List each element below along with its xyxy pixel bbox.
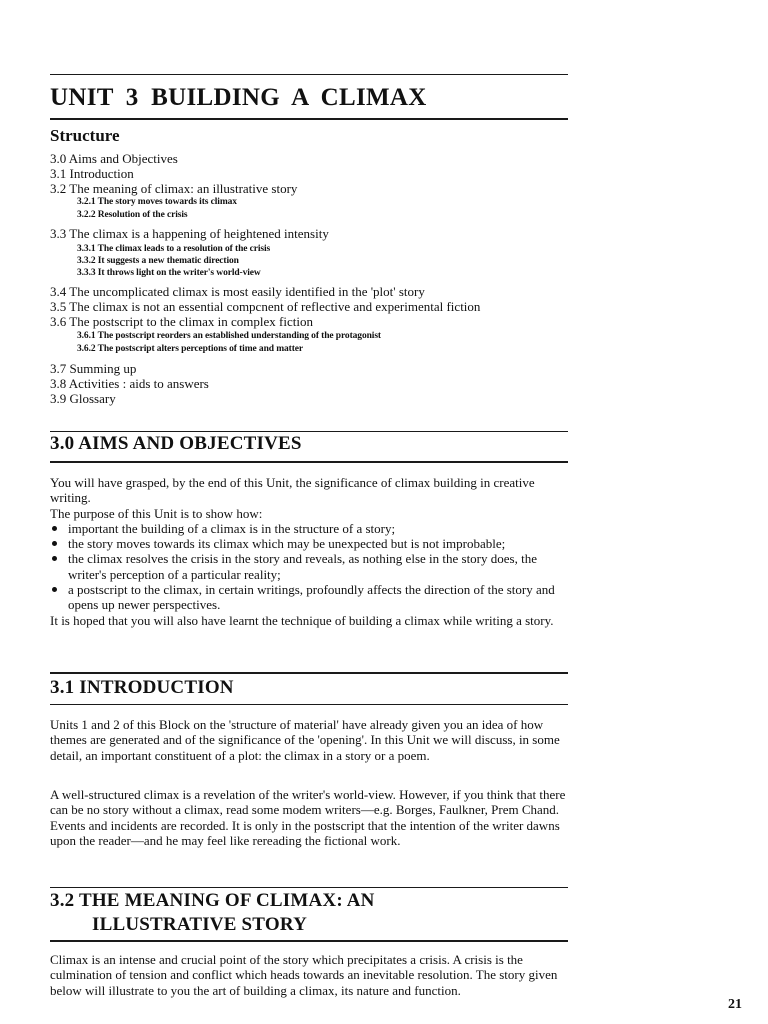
- aims-purpose: The purpose of this Unit is to show how:: [50, 505, 263, 521]
- toc-item: 3.4 The uncomplicated climax is most easily identified in the 'plot' story: [50, 284, 425, 299]
- aims-bullet-list: [50, 521, 570, 613]
- toc-subitem: 3.2.2 Resolution of the crisis: [77, 210, 188, 220]
- unit-title: UNIT 3 BUILDING A CLIMAX: [50, 84, 427, 111]
- aims-body: [50, 475, 570, 628]
- section-heading-introduction: 3.1 INTRODUCTION: [50, 677, 234, 698]
- toc-subitem: 3.3.1 The climax leads to a resolution of the crisis: [77, 244, 271, 254]
- toc-subitem: 3.3.2 It suggests a new thematic direction: [77, 256, 239, 266]
- page-number: 21: [728, 997, 742, 1012]
- section-rule: [50, 672, 568, 674]
- introduction-paragraph: A well-structured climax is a revelation of the writer's world-view. However, if you think that there can be no story without a climax, read some modem writers—e.g. Borges, Faulkner, Prem Chand. Events and incidents are recorded. It is only in the postscript that the intention of the writer dawns upon the reader—and he may feel like rereading the fictional work.: [50, 787, 566, 848]
- toc-item: 3.9 Glossary: [50, 391, 116, 406]
- section-rule: [50, 940, 568, 942]
- toc-subitem: 3.6.1 The postscript reorders an established understanding of the protagonist: [77, 331, 381, 341]
- section-heading-meaning-line2: ILLUSTRATIVE STORY: [92, 914, 307, 935]
- toc-subitem: 3.6.2 The postscript alters perceptions of time and matter: [77, 344, 304, 354]
- toc-item: 3.5 The climax is not an essential compcnent of reflective and experimental fiction: [50, 299, 481, 314]
- toc-subitem: 3.2.1 The story moves towards its climax: [77, 197, 237, 207]
- section-rule: [50, 461, 568, 463]
- section-rule: [50, 704, 568, 705]
- introduction-paragraph: Units 1 and 2 of this Block on the 'structure of material' have already given you an idea of how themes are generated and of the significance of the 'opening'. In this Unit we will discuss, in some detail, an important constituent of a plot: the climax in a story or a poem.: [50, 717, 560, 763]
- section-heading-meaning-line1: 3.2 THE MEANING OF CLIMAX: AN: [50, 890, 375, 911]
- section-rule: [50, 887, 568, 888]
- list-item: the climax resolves the crisis in the story and reveals, as nothing else in the story does, the writer's perception of a particular reality;: [50, 551, 570, 582]
- toc-item: 3.8 Activities : aids to answers: [50, 376, 209, 391]
- toc-item: 3.1 Introduction: [50, 166, 134, 181]
- meaning-paragraph: Climax is an intense and crucial point of the story which precipitates a crisis. A crisis is the culmination of tension and conflict which heads towards an inevitable resolution. The story given below will illustrate to you the art of building a climax, its nature and function.: [50, 952, 558, 998]
- aims-closing: It is hoped that you will also have learnt the technique of building a climax while writing a story.: [50, 612, 554, 628]
- toc-item: 3.7 Summing up: [50, 361, 137, 376]
- toc-item: 3.2 The meaning of climax: an illustrative story: [50, 181, 298, 196]
- toc-item: 3.6 The postscript to the climax in complex fiction: [50, 314, 313, 329]
- toc-item: 3.0 Aims and Objectives: [50, 151, 178, 166]
- title-rule: [50, 118, 568, 120]
- toc-subitem: 3.3.3 It throws light on the writer's world-view: [77, 268, 261, 278]
- list-item: a postscript to the climax, in certain writings, profoundly affects the direction of the story and opens up newer perspectives.: [50, 582, 570, 613]
- toc-item: 3.3 The climax is a happening of heightened intensity: [50, 226, 329, 241]
- top-rule: [50, 74, 568, 75]
- list-item: the story moves towards its climax which may be unexpected but is not improbable;: [50, 536, 570, 551]
- section-rule: [50, 431, 568, 432]
- aims-intro: You will have grasped, by the end of this Unit, the significance of climax building in creative writing.: [50, 475, 535, 506]
- section-heading-aims: 3.0 AIMS AND OBJECTIVES: [50, 433, 302, 454]
- list-item: important the building of a climax is in the structure of a story;: [50, 521, 570, 536]
- structure-heading: Structure: [50, 126, 120, 145]
